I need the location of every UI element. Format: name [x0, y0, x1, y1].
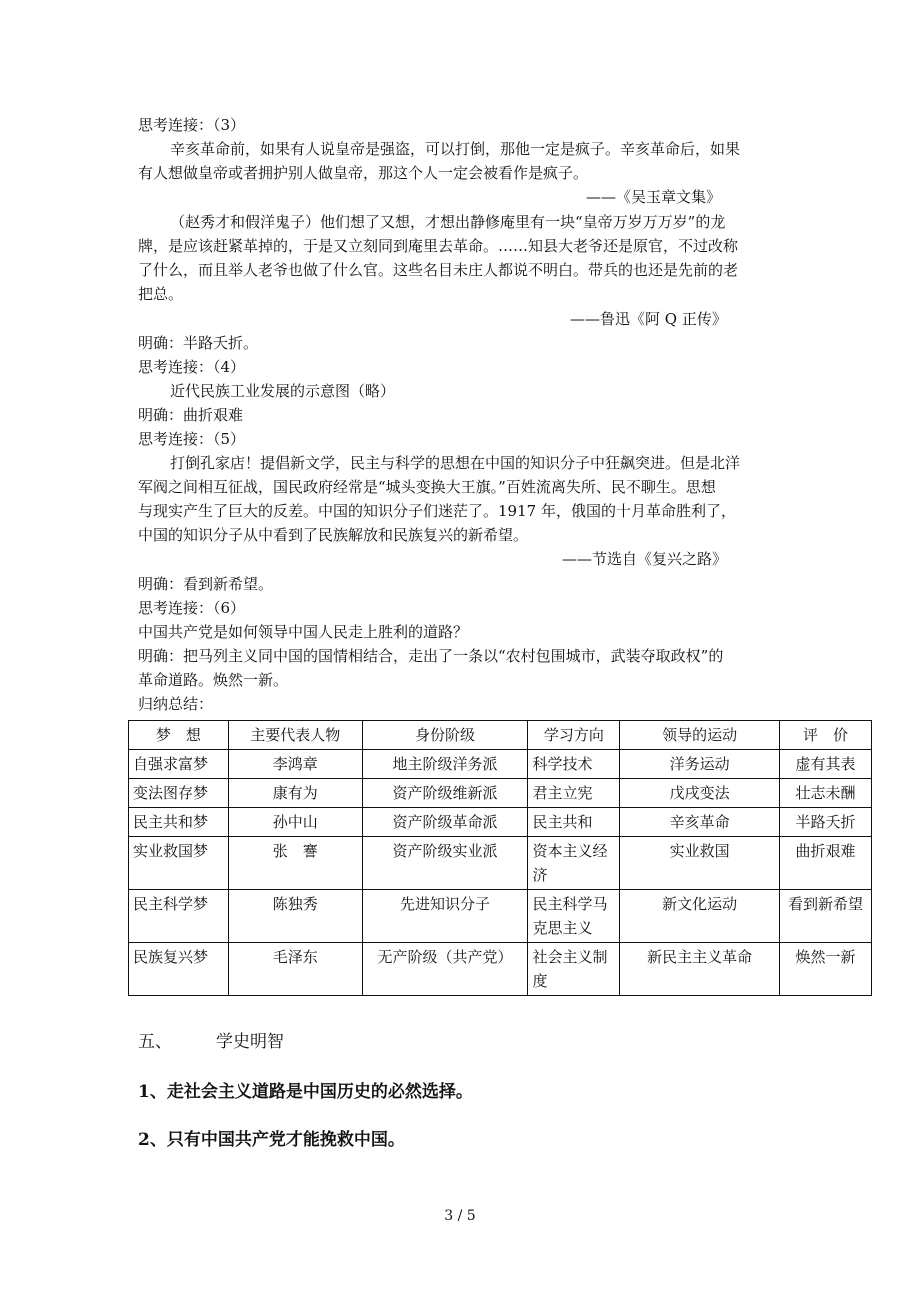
s3-source2: ——鲁迅《阿 Q 正传》: [570, 310, 727, 328]
table-header-cell: 梦 想: [129, 721, 229, 750]
table-cell: 君主立宪: [528, 779, 620, 808]
table-cell: 康有为: [228, 779, 362, 808]
summary-table: [128, 720, 872, 996]
table-row: [129, 808, 872, 837]
conclusion-item: 2、只有中国共产党才能挽救中国。: [138, 1130, 405, 1150]
page-number: 3 / 5: [444, 1208, 476, 1224]
section5-title: 学史明智: [216, 1032, 284, 1052]
table-header-cell: 身份阶级: [362, 721, 528, 750]
table-row: [129, 837, 872, 890]
table-cell: 曲折艰难: [780, 837, 872, 890]
s3-source1: ——《吴玉章文集》: [586, 188, 722, 206]
table-cell: 自强求富梦: [129, 750, 229, 779]
table-cell: 洋务运动: [620, 750, 780, 779]
table-cell: 实业救国梦: [129, 837, 229, 890]
table-row: [129, 779, 872, 808]
table-cell: 民主科学梦: [129, 890, 229, 943]
table-cell: 孙中山: [228, 808, 362, 837]
table-header-cell: 领导的运动: [620, 721, 780, 750]
s5-clarify: 明确：看到新希望。: [138, 575, 274, 593]
table-cell: 科学技术: [528, 750, 620, 779]
table-cell: 张 謇: [228, 837, 362, 890]
table-cell: 辛亥革命: [620, 808, 780, 837]
s5-source: ——节选自《复兴之路》: [562, 550, 728, 568]
table-cell: 社会主义制度: [528, 943, 620, 996]
table-cell: 陈独秀: [228, 890, 362, 943]
s3-p2-line: 把总。: [138, 285, 184, 303]
table-header-cell: 评 价: [780, 721, 872, 750]
s5-label: 思考连接：（5）: [138, 430, 246, 448]
table-row: [129, 943, 872, 996]
table-cell: 戊戌变法: [620, 779, 780, 808]
table-cell: 毛泽东: [228, 943, 362, 996]
table-header-cell: 学习方向: [528, 721, 620, 750]
table-cell: 壮志未酬: [780, 779, 872, 808]
s3-p1-line: 有人想做皇帝或者拥护别人做皇帝，那这个人一定会被看作是疯子。: [138, 164, 589, 182]
table-cell: 民主共和梦: [129, 808, 229, 837]
table-cell: 虚有其表: [780, 750, 872, 779]
s3-p2-line: 牌，是应该赶紧革掉的，于是又立刻同到庵里去革命。……知县大老爷还是原官，不过改称: [138, 237, 739, 255]
table-cell: 李鸿章: [228, 750, 362, 779]
section5-heading: [138, 1030, 284, 1054]
s5-p-line: 中国的知识分子从中看到了民族解放和民族复兴的新希望。: [138, 526, 529, 544]
table-cell: 民主共和: [528, 808, 620, 837]
table-header-cell: 主要代表人物: [228, 721, 362, 750]
table-cell: 焕然一新: [780, 943, 872, 996]
table-cell: 新民主主义革命: [620, 943, 780, 996]
s6-label: 思考连接：（6）: [138, 599, 246, 617]
table-row: [129, 890, 872, 943]
table-cell: 新文化运动: [620, 890, 780, 943]
table-cell: 资产阶级维新派: [362, 779, 528, 808]
table-header-row: [129, 721, 872, 750]
section5-number: 五、: [138, 1032, 172, 1052]
s3-p2-line: （赵秀才和假洋鬼子）他们想了又想，才想出静修庵里有一块“皇帝万岁万万岁”的龙: [170, 213, 726, 231]
table-cell: 实业救国: [620, 837, 780, 890]
s6-question: 中国共产党是如何领导中国人民走上胜利的道路？: [138, 623, 469, 641]
table-cell: 民主科学马克思主义: [528, 890, 620, 943]
s3-p1-line: 辛亥革命前，如果有人说皇帝是强盗，可以打倒，那他一定是疯子。辛亥革命后，如果: [170, 140, 741, 158]
table-cell: 变法图存梦: [129, 779, 229, 808]
summary-label: 归纳总结：: [138, 695, 214, 713]
s4-label: 思考连接：（4）: [138, 358, 246, 376]
s3-clarify: 明确：半路夭折。: [138, 334, 259, 352]
table-cell: 无产阶级（共产党）: [362, 943, 528, 996]
table-cell: 资本主义经济: [528, 837, 620, 890]
table-cell: 半路夭折: [780, 808, 872, 837]
s5-p-line: 打倒孔家店！提倡新文学，民主与科学的思想在中国的知识分子中狂飙突进。但是北洋: [170, 454, 741, 472]
s5-p-line: 与现实产生了巨大的反差。中国的知识分子们迷茫了。1917 年，俄国的十月革命胜利了，: [138, 502, 736, 520]
table-cell: 资产阶级革命派: [362, 808, 528, 837]
s4-text: 近代民族工业发展的示意图（略）: [170, 382, 396, 400]
table-row: [129, 750, 872, 779]
table-cell: 看到新希望: [780, 890, 872, 943]
s6-clarify-line: 明确：把马列主义同中国的国情相结合，走出了一条以“农村包围城市，武装夺取政权”的: [138, 647, 724, 665]
s4-clarify: 明确：曲折艰难: [138, 406, 244, 424]
s5-p-line: 军阀之间相互征战，国民政府经常是“城头变换大王旗。”百姓流离失所、民不聊生。思想: [138, 478, 716, 496]
s3-p2-line: 了什么，而且举人老爷也做了什么官。这些名目未庄人都说不明白。带兵的也还是先前的老: [138, 261, 739, 279]
s6-clarify-line: 革命道路。焕然一新。: [138, 671, 289, 689]
s3-label: 思考连接：（3）: [138, 116, 246, 134]
table-cell: 先进知识分子: [362, 890, 528, 943]
table-cell: 地主阶级洋务派: [362, 750, 528, 779]
table-cell: 资产阶级实业派: [362, 837, 528, 890]
table-cell: 民族复兴梦: [129, 943, 229, 996]
conclusion-item: 1、走社会主义道路是中国历史的必然选择。: [138, 1082, 473, 1102]
